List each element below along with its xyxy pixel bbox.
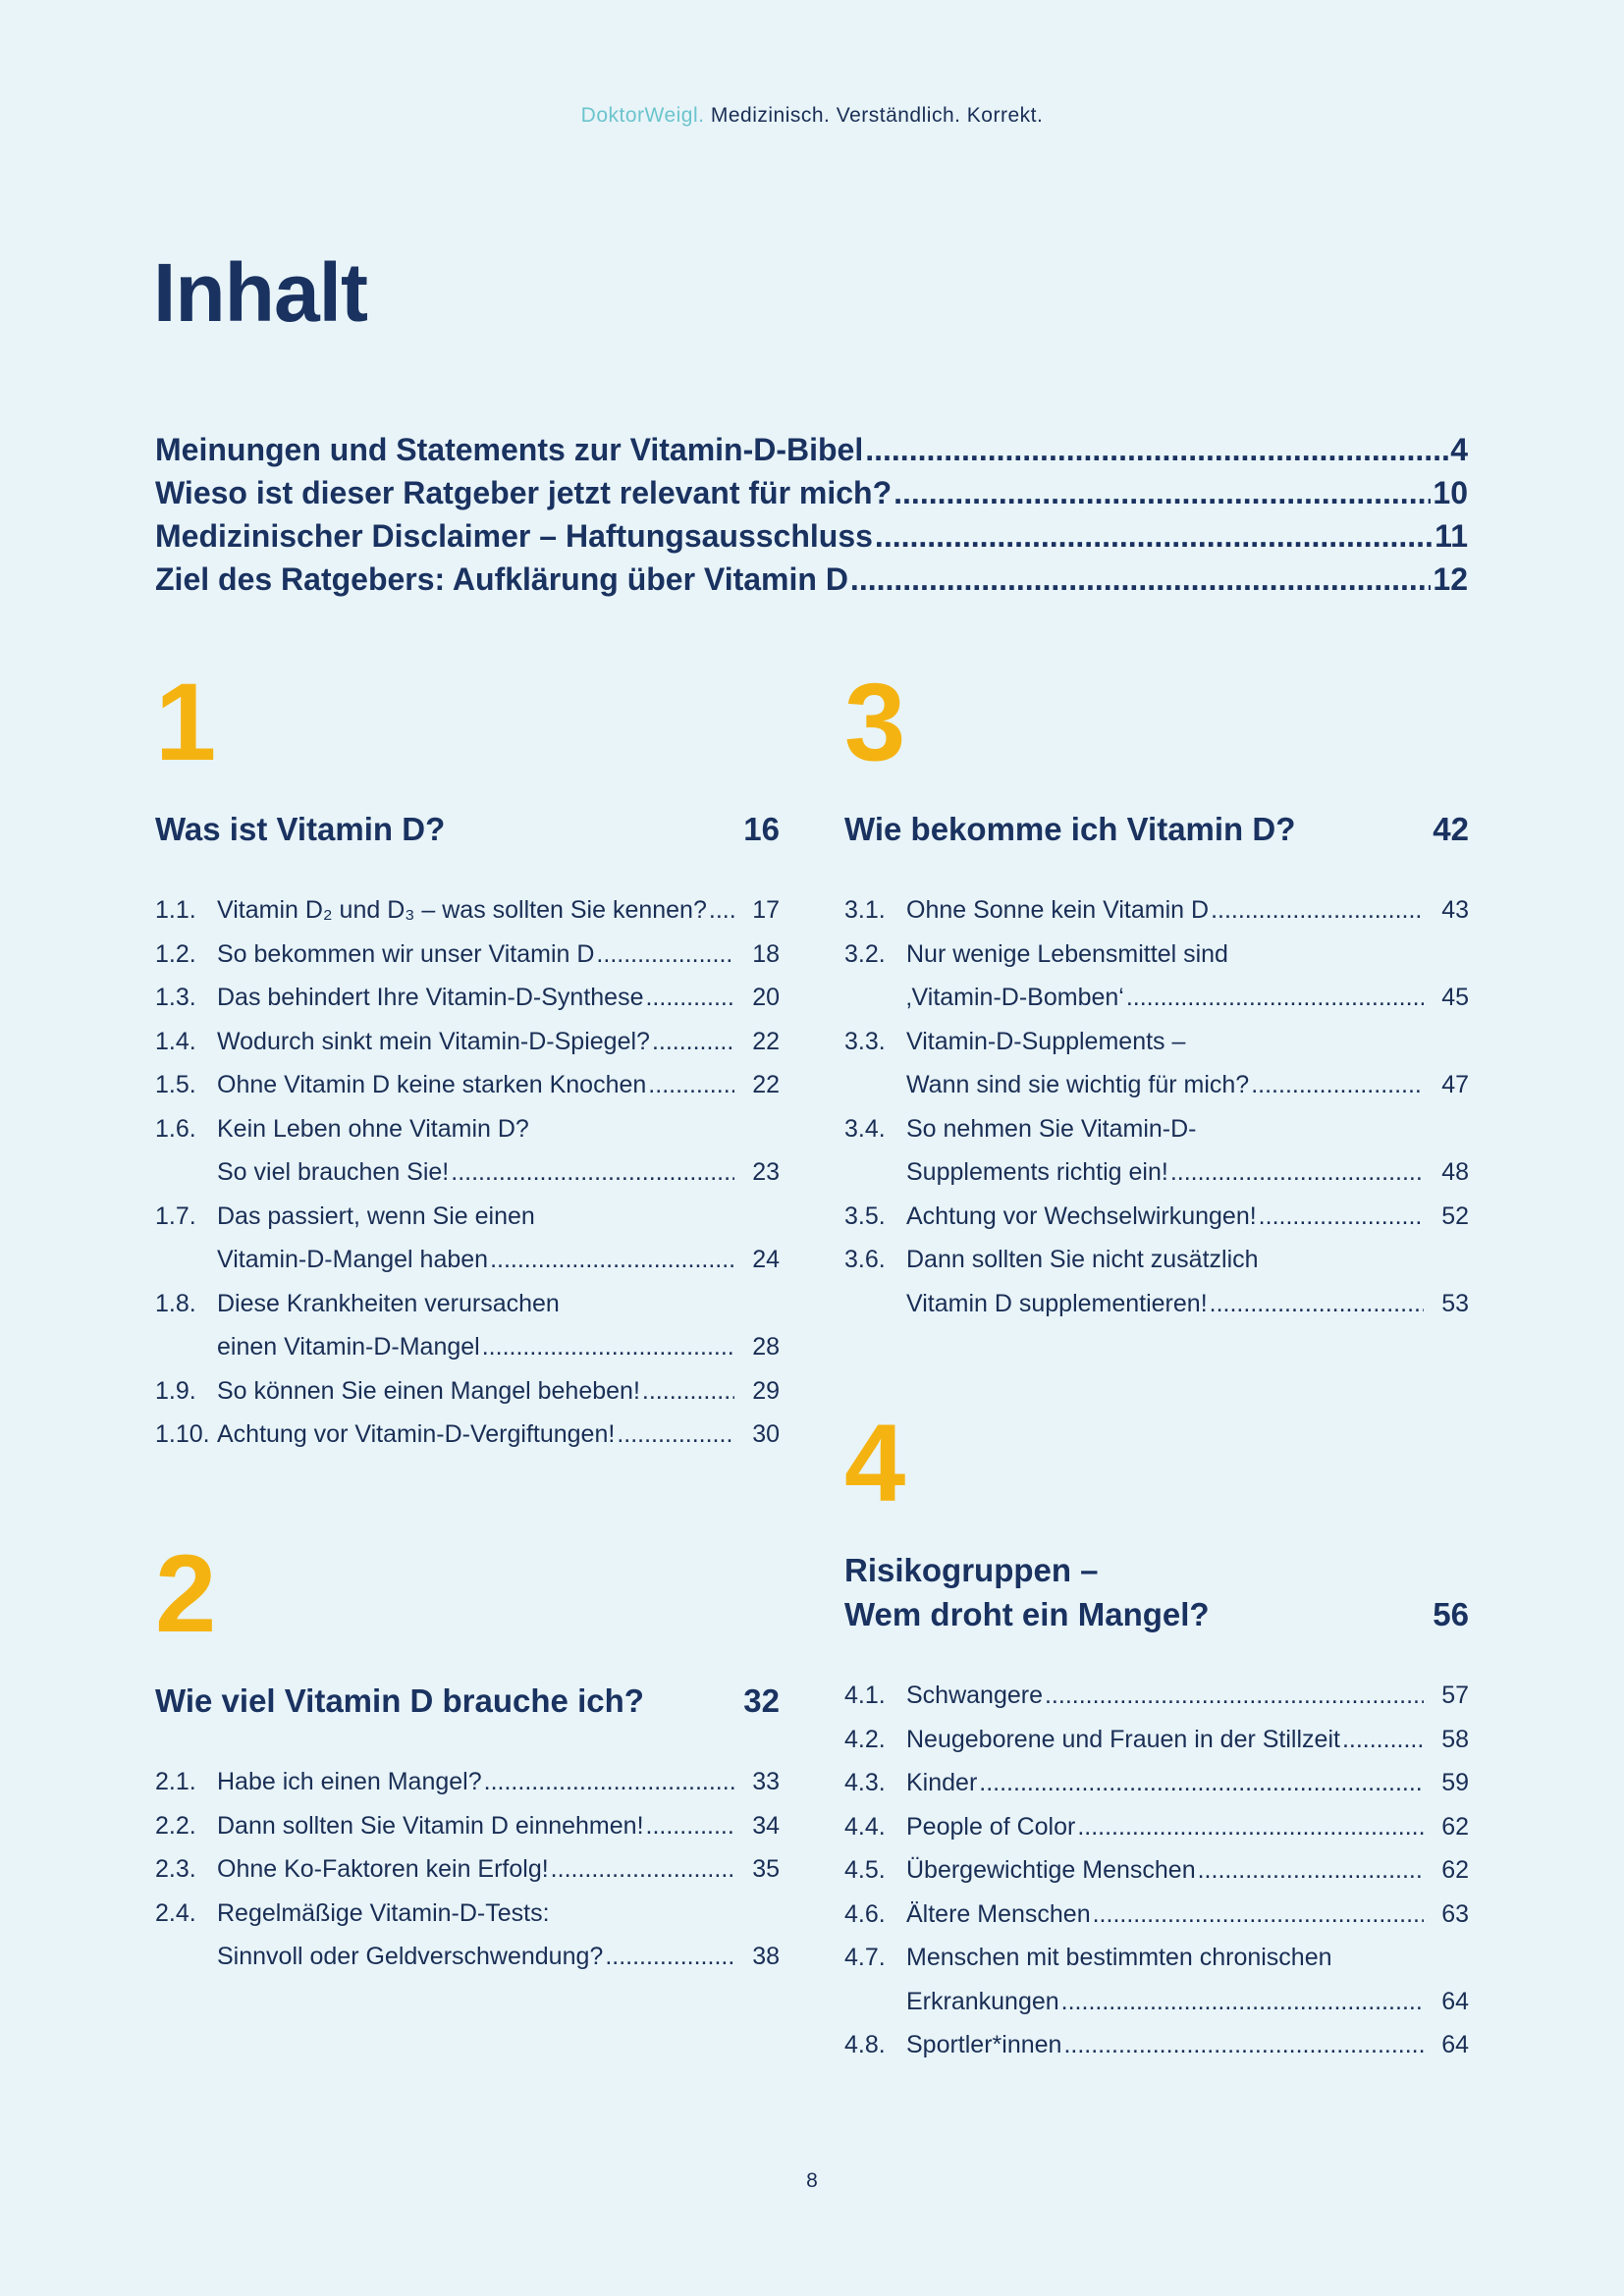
chapter-number: 4 [844, 1402, 906, 1524]
subentry-line [217, 1238, 780, 1282]
toc-subentry[interactable] [844, 1674, 1469, 1718]
subentry-body [906, 1848, 1469, 1893]
dot-leader [709, 888, 734, 933]
toc-subentry[interactable] [844, 1107, 1469, 1195]
subentry-line [906, 1718, 1469, 1762]
dot-leader [865, 432, 1448, 468]
subentry-line [217, 1804, 780, 1848]
subentry-body [217, 1413, 780, 1457]
chapter-title [844, 1548, 1210, 1636]
subentry-number: 1.8. [155, 1289, 196, 1317]
subentry-page: 23 [752, 1158, 780, 1186]
subentry-line [217, 1282, 780, 1326]
subentry-page: 17 [752, 896, 780, 924]
subentry-page: 30 [752, 1420, 780, 1448]
subentry-line [217, 1847, 780, 1892]
subentry-text: Dann sollten Sie Vitamin D einnehmen! [217, 1811, 644, 1840]
dot-leader [482, 1325, 734, 1369]
toc-subentry[interactable] [844, 1893, 1469, 1937]
toc-subentry[interactable] [155, 1063, 780, 1107]
subentry-text: Wann sind sie wichtig für mich? [906, 1071, 1250, 1098]
chapter-title [155, 807, 445, 851]
subentry-line [217, 1325, 780, 1369]
chapter-title [844, 807, 1295, 851]
dot-leader [648, 1063, 734, 1107]
subentry-number: 2.1. [155, 1768, 196, 1795]
subentry-number: 4.2. [844, 1725, 886, 1753]
toc-subentry[interactable] [155, 1107, 780, 1195]
dot-leader [646, 1804, 734, 1848]
subentry-line [906, 1238, 1469, 1282]
subentry-line [217, 1413, 780, 1457]
subentry-line [906, 1195, 1469, 1239]
dot-leader [893, 475, 1431, 511]
subentry-number: 2.4. [155, 1898, 196, 1927]
subentry-number: 4.3. [844, 1769, 886, 1796]
subentry-page: 29 [752, 1376, 780, 1405]
subentry-text: Menschen mit bestimmten chronischen [906, 1944, 1332, 1971]
subentry-line [217, 1369, 780, 1414]
subentry-line [217, 933, 780, 977]
subentry-number: 1.7. [155, 1201, 196, 1230]
subentry-number: 1.5. [155, 1071, 196, 1098]
subentry-line [217, 888, 780, 933]
subentry-text: So bekommen wir unser Vitamin D [217, 939, 595, 968]
subentry-line [906, 1020, 1469, 1064]
subentry-number: 3.2. [844, 939, 886, 968]
toc-subentry[interactable] [155, 933, 780, 977]
subentry-page: 45 [1441, 984, 1469, 1011]
subentry-text: Ohne Vitamin D keine starken Knochen [217, 1071, 647, 1098]
toc-subentry[interactable] [844, 888, 1469, 933]
chapter-3 [844, 661, 1469, 1325]
subentry-number: 2.3. [155, 1855, 196, 1883]
subentry-body [906, 1674, 1469, 1718]
toc-subentry[interactable] [844, 1805, 1469, 1849]
subentry-text: ‚Vitamin-D-Bomben‘ [906, 984, 1124, 1011]
subentry-page: 22 [752, 1071, 780, 1098]
toc-subentry[interactable] [844, 1195, 1469, 1239]
subentry-page: 58 [1441, 1725, 1469, 1753]
dot-leader [850, 561, 1431, 598]
subentry-page: 38 [752, 1943, 780, 1970]
subentry-text: Vitamin D₂ und D₃ – was sollten Sie kennen? [217, 896, 707, 924]
subentry-body [217, 933, 780, 977]
toc-entry-title: Ziel des Ratgebers: Aufklärung über Vitamin D [155, 561, 848, 597]
chapter-2 [155, 1532, 780, 1979]
subentry-text: einen Vitamin-D-Mangel [217, 1333, 480, 1361]
dot-leader [1063, 2023, 1424, 2067]
subentry-page: 64 [1441, 1987, 1469, 2015]
dot-leader [1170, 1150, 1424, 1195]
subentry-line [217, 1760, 780, 1804]
toc-subentry[interactable] [155, 1847, 780, 1892]
subentry-body [906, 2023, 1469, 2067]
subentry-line [217, 1195, 780, 1239]
chapter-title [155, 1679, 644, 1723]
subentry-number: 1.3. [155, 984, 196, 1011]
toc-subentry[interactable] [155, 888, 780, 933]
dot-leader [1045, 1674, 1424, 1718]
subentry-text: Das passiert, wenn Sie einen [217, 1201, 535, 1230]
dot-leader [642, 1369, 734, 1414]
subentry-page: 20 [752, 984, 780, 1011]
dot-leader [979, 1761, 1424, 1805]
subentry-text: Sinnvoll oder Geldverschwendung? [217, 1943, 604, 1970]
subentry-text: Achtung vor Vitamin-D-Vergiftungen! [217, 1420, 616, 1448]
subentry-page: 64 [1441, 2031, 1469, 2058]
subentry-line [906, 1848, 1469, 1893]
subentry-text: Kein Leben ohne Vitamin D? [217, 1114, 529, 1143]
subentry-line [906, 1980, 1469, 2024]
dot-leader [1342, 1718, 1424, 1762]
subentry-number: 4.5. [844, 1856, 886, 1884]
toc-subentry[interactable] [844, 2023, 1469, 2067]
toc-subentry[interactable] [844, 1718, 1469, 1762]
page-header [0, 104, 1624, 128]
dot-leader [1198, 1848, 1424, 1893]
subentry-text: Schwangere [906, 1682, 1043, 1709]
toc-entry-page: 11 [1435, 518, 1468, 554]
subentry-body [906, 1805, 1469, 1849]
brand-tagline: Medizinisch. Verständlich. Korrekt. [710, 104, 1044, 127]
subentry-page: 59 [1441, 1769, 1469, 1796]
page-title: Inhalt [153, 246, 367, 339]
toc-subentry[interactable] [844, 933, 1469, 1020]
subentry-line [906, 933, 1469, 977]
subentry-page: 22 [752, 1027, 780, 1055]
toc-entry[interactable] [155, 518, 1468, 561]
chapter-heading [155, 807, 780, 851]
subentry-line [906, 1936, 1469, 1980]
subentry-page: 18 [752, 939, 780, 968]
subentry-text: Wodurch sinkt mein Vitamin-D-Spiegel? [217, 1027, 650, 1055]
chapter-page: 42 [1433, 811, 1469, 847]
toc-subentry[interactable] [155, 1369, 780, 1414]
subentry-line [217, 1063, 780, 1107]
toc-subentry[interactable] [155, 1892, 780, 1979]
subentry-body [217, 1847, 780, 1892]
toc-subentry[interactable] [155, 1020, 780, 1064]
subentry-page: 57 [1441, 1682, 1469, 1709]
subentry-text: Supplements richtig ein! [906, 1158, 1168, 1186]
subentry-page: 35 [752, 1855, 780, 1883]
subentry-body [906, 933, 1469, 1020]
subentry-body [906, 1761, 1469, 1805]
subentry-number: 4.1. [844, 1682, 886, 1709]
chapter-heading [844, 1548, 1469, 1636]
subentry-text: So nehmen Sie Vitamin-D- [906, 1114, 1197, 1143]
toc-subentry[interactable] [155, 1195, 780, 1282]
chapter-title-line: Wie bekomme ich Vitamin D? [844, 811, 1296, 847]
chapter-entries [155, 1760, 780, 1979]
subentry-body [906, 1718, 1469, 1762]
subentry-text: Nur wenige Lebensmittel sind [906, 939, 1228, 968]
subentry-number: 3.5. [844, 1201, 886, 1230]
subentry-line [906, 1761, 1469, 1805]
subentry-text: Dann sollten Sie nicht zusätzlich [906, 1246, 1259, 1273]
subentry-line [906, 888, 1469, 933]
subentry-number: 2.2. [155, 1811, 196, 1840]
subentry-number: 3.3. [844, 1027, 886, 1055]
subentry-text: Diese Krankheiten verursachen [217, 1289, 560, 1317]
chapter-entries [155, 888, 780, 1457]
toc-entry-page: 12 [1433, 561, 1468, 597]
toc-subentry[interactable] [155, 1413, 780, 1457]
dot-leader [451, 1150, 734, 1195]
chapter-heading [844, 807, 1469, 851]
subentry-body [906, 1936, 1469, 2023]
subentry-text: So können Sie einen Mangel beheben! [217, 1376, 640, 1405]
subentry-body [906, 1238, 1469, 1325]
subentry-body [217, 888, 780, 933]
dot-leader [1077, 1805, 1424, 1849]
chapter-heading [155, 1679, 780, 1723]
toc-entry-title: Medizinischer Disclaimer – Haftungsausschluss [155, 518, 873, 554]
chapter-number: 1 [155, 661, 217, 783]
subentry-body [217, 1892, 780, 1979]
intro-toc [155, 432, 1468, 605]
dot-leader [1211, 888, 1424, 933]
subentry-line [906, 1107, 1469, 1151]
subentry-number: 1.2. [155, 939, 196, 968]
dot-leader [551, 1847, 734, 1892]
subentry-number: 1.10. [155, 1420, 210, 1448]
subentry-body [906, 1020, 1469, 1107]
subentry-line [906, 1282, 1469, 1326]
chapter-entries [844, 1674, 1469, 2067]
dot-leader [1126, 976, 1424, 1020]
dot-leader [596, 933, 734, 977]
chapter-page: 56 [1433, 1596, 1469, 1632]
subentry-text: Neugeborene und Frauen in der Stillzeit [906, 1725, 1340, 1753]
dot-leader [652, 1020, 734, 1064]
dot-leader [1259, 1195, 1424, 1239]
toc-entry[interactable] [155, 561, 1468, 605]
toc-entry-page: 4 [1450, 432, 1468, 467]
toc-subentry[interactable] [844, 1848, 1469, 1893]
subentry-page: 62 [1441, 1812, 1469, 1841]
subentry-text: Ältere Menschen [906, 1899, 1091, 1928]
subentry-line [906, 976, 1469, 1020]
toc-subentry[interactable] [155, 1804, 780, 1848]
subentry-body [217, 1063, 780, 1107]
subentry-text: Regelmäßige Vitamin-D-Tests: [217, 1898, 550, 1927]
subentry-text: So viel brauchen Sie! [217, 1158, 450, 1186]
toc-subentry[interactable] [844, 1238, 1469, 1325]
subentry-text: Vitamin-D-Mangel haben [217, 1246, 489, 1273]
subentry-page: 33 [752, 1768, 780, 1795]
dot-leader [645, 976, 734, 1020]
subentry-line [906, 1063, 1469, 1107]
subentry-page: 43 [1441, 896, 1469, 924]
subentry-page: 63 [1441, 1899, 1469, 1928]
chapter-title-line: Wie viel Vitamin D brauche ich? [155, 1682, 644, 1719]
subentry-text: Sportler*innen [906, 2031, 1062, 2058]
subentry-page: 24 [752, 1246, 780, 1273]
chapter-4 [844, 1402, 1469, 2067]
subentry-line [906, 2023, 1469, 2067]
subentry-page: 53 [1441, 1289, 1469, 1317]
subentry-line [906, 1893, 1469, 1937]
chapter-page: 16 [743, 811, 780, 847]
dot-leader [1251, 1063, 1424, 1107]
toc-subentry[interactable] [155, 1282, 780, 1369]
subentry-body [906, 1195, 1469, 1239]
subentry-line [217, 976, 780, 1020]
subentry-number: 3.4. [844, 1114, 886, 1143]
page-number: 8 [806, 2169, 818, 2192]
subentry-line [906, 1674, 1469, 1718]
chapter-1 [155, 661, 780, 1457]
subentry-number: 4.7. [844, 1944, 886, 1971]
brand-name: DoktorWeigl. [580, 104, 705, 127]
subentry-body [217, 1804, 780, 1848]
subentry-line [217, 1892, 780, 1936]
subentry-text: People of Color [906, 1812, 1076, 1841]
subentry-page: 52 [1441, 1201, 1469, 1230]
dot-leader [1210, 1282, 1424, 1326]
subentry-body [217, 1282, 780, 1369]
subentry-body [217, 1107, 780, 1195]
subentry-line [906, 1150, 1469, 1195]
toc-entry-title: Wieso ist dieser Ratgeber jetzt relevant für mich? [155, 475, 893, 510]
toc-subentry[interactable] [844, 1020, 1469, 1107]
subentry-line [906, 1805, 1469, 1849]
subentry-number: 3.6. [844, 1246, 886, 1273]
subentry-line [217, 1020, 780, 1064]
subentry-text: Vitamin D supplementieren! [906, 1289, 1208, 1317]
subentry-number: 1.4. [155, 1027, 196, 1055]
toc-subentry[interactable] [844, 1761, 1469, 1805]
dot-leader [617, 1413, 734, 1457]
subentry-text: Habe ich einen Mangel? [217, 1768, 482, 1795]
toc-subentry[interactable] [155, 1760, 780, 1804]
dot-leader [490, 1238, 734, 1282]
subentry-text: Erkrankungen [906, 1987, 1059, 2015]
subentry-text: Vitamin-D-Supplements – [906, 1027, 1186, 1055]
subentry-line [217, 1150, 780, 1195]
subentry-number: 4.8. [844, 2031, 886, 2058]
subentry-page: 62 [1441, 1856, 1469, 1884]
subentry-body [906, 888, 1469, 933]
chapter-number: 2 [155, 1532, 217, 1655]
subentry-body [906, 1893, 1469, 1937]
dot-leader [605, 1935, 734, 1979]
subentry-page: 34 [752, 1811, 780, 1840]
subentry-text: Achtung vor Wechselwirkungen! [906, 1201, 1257, 1230]
toc-entry-title: Meinungen und Statements zur Vitamin-D-Bibel [155, 432, 864, 467]
subentry-text: Ohne Ko-Faktoren kein Erfolg! [217, 1855, 549, 1883]
subentry-page: 28 [752, 1333, 780, 1361]
subentry-number: 1.6. [155, 1114, 196, 1143]
dot-leader [484, 1760, 734, 1804]
chapter-number: 3 [844, 661, 906, 783]
dot-leader [1093, 1893, 1424, 1937]
subentry-number: 3.1. [844, 896, 886, 924]
dot-leader [1061, 1980, 1424, 2024]
subentry-line [217, 1935, 780, 1979]
subentry-line [217, 1107, 780, 1151]
chapter-title-line: Wem droht ein Mangel? [844, 1596, 1210, 1632]
subentry-number: 4.4. [844, 1812, 886, 1841]
subentry-body [217, 1369, 780, 1414]
subentry-number: 4.6. [844, 1899, 886, 1928]
chapter-page: 32 [743, 1682, 780, 1719]
toc-subentry[interactable] [155, 976, 780, 1020]
subentry-body [217, 1195, 780, 1282]
toc-entry[interactable] [155, 475, 1468, 518]
chapter-entries [844, 888, 1469, 1325]
subentry-body [217, 1020, 780, 1064]
toc-entry-page: 10 [1433, 475, 1468, 510]
subentry-body [217, 1760, 780, 1804]
chapter-title-line: Risikogruppen – [844, 1552, 1099, 1588]
subentry-text: Ohne Sonne kein Vitamin D [906, 896, 1210, 924]
toc-subentry[interactable] [844, 1936, 1469, 2023]
chapter-title-line: Was ist Vitamin D? [155, 811, 446, 847]
subentry-text: Übergewichtige Menschen [906, 1856, 1196, 1884]
subentry-page: 48 [1441, 1158, 1469, 1186]
subentry-text: Kinder [906, 1769, 978, 1796]
subentry-number: 1.9. [155, 1376, 196, 1405]
subentry-number: 1.1. [155, 896, 196, 924]
subentry-body [217, 976, 780, 1020]
subentry-text: Das behindert Ihre Vitamin-D-Synthese [217, 984, 644, 1011]
subentry-page: 47 [1441, 1071, 1469, 1098]
toc-entry[interactable] [155, 432, 1468, 475]
subentry-body [906, 1107, 1469, 1195]
dot-leader [875, 518, 1433, 555]
